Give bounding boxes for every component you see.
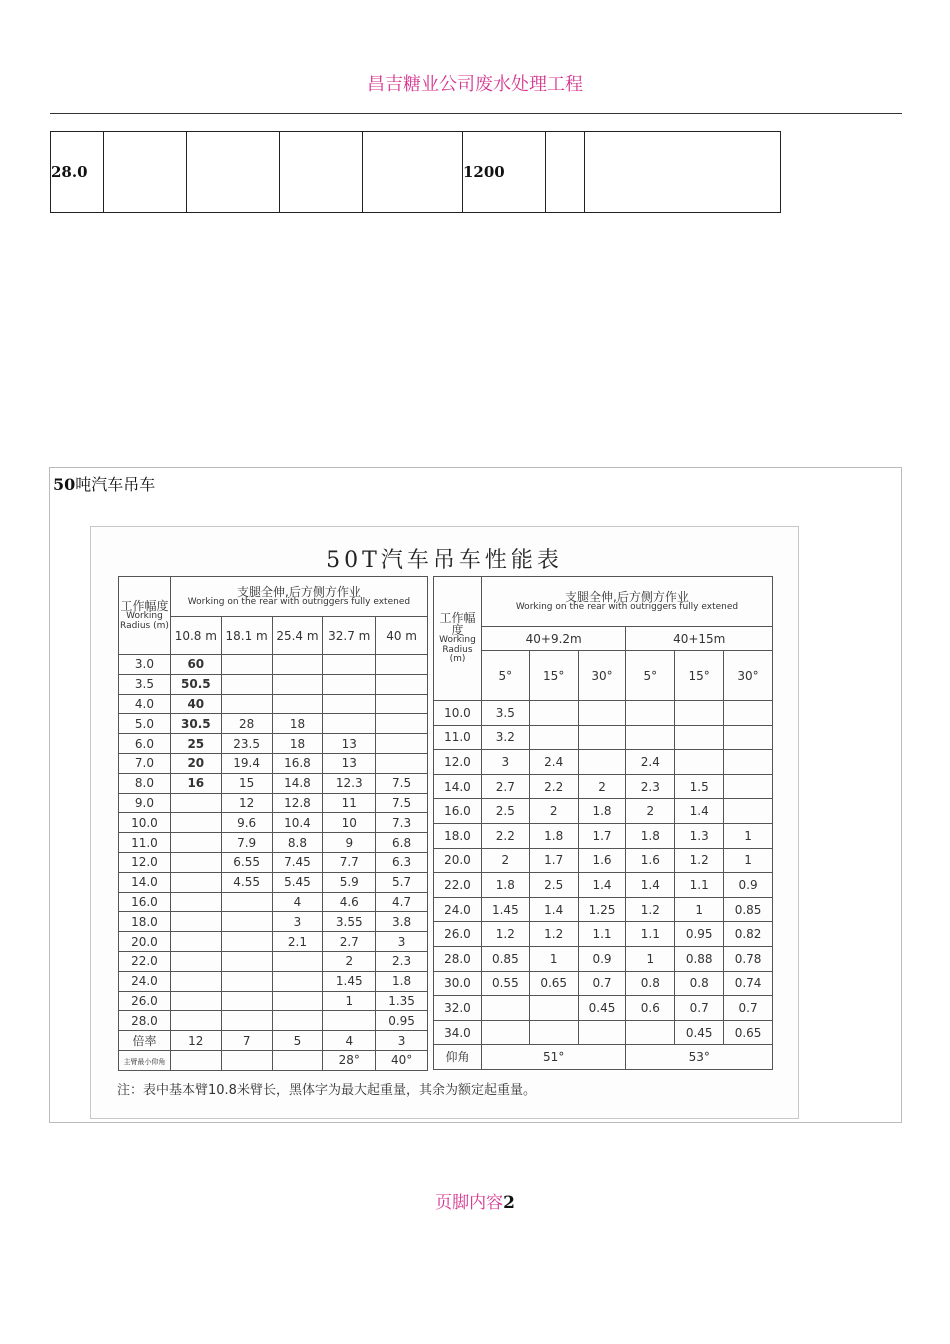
- capacity-cell: [724, 750, 773, 775]
- capacity-cell: [529, 1020, 578, 1045]
- capacity-cell: [376, 714, 428, 734]
- table-row: [119, 734, 428, 754]
- capacity-cell: [724, 799, 773, 824]
- table-row: [434, 823, 773, 848]
- capacity-cell: 2: [323, 951, 376, 971]
- capacity-cell: [323, 1011, 376, 1031]
- capacity-cell: [376, 694, 428, 714]
- capacity-cell: 2.5: [529, 873, 578, 898]
- capacity-cell: 1.4: [675, 799, 724, 824]
- offset-header: 30°: [578, 651, 626, 701]
- radius-cell: 14.0: [119, 872, 171, 892]
- capacity-cell: 0.85: [724, 897, 773, 922]
- capacity-cell: [376, 734, 428, 754]
- radius-cell: 26.0: [434, 922, 482, 947]
- capacity-cell: 3.5: [481, 701, 529, 726]
- boom-length-header: 10.8 m: [170, 617, 221, 655]
- capacity-cell: 0.7: [578, 971, 626, 996]
- capacity-cell: 2: [529, 799, 578, 824]
- table-row: [434, 701, 773, 726]
- capacity-cell: 1.4: [578, 873, 626, 898]
- capacity-cell: 7.7: [323, 852, 376, 872]
- capacity-cell: 25: [170, 734, 221, 754]
- capacity-cell: [323, 655, 376, 675]
- capacity-cell: 1.45: [481, 897, 529, 922]
- capacity-cell: 12.8: [272, 793, 323, 813]
- capacity-cell: 2.3: [626, 774, 675, 799]
- table-row: [51, 132, 781, 213]
- capacity-cell: 7.5: [376, 773, 428, 793]
- capacity-cell: 1: [724, 848, 773, 873]
- capacity-cell: 0.9: [724, 873, 773, 898]
- capacity-cell: [724, 774, 773, 799]
- capacity-cell: 2.3: [376, 951, 428, 971]
- capacity-cell: [376, 674, 428, 694]
- capacity-cell: 0.45: [578, 996, 626, 1021]
- table-row: [119, 932, 428, 952]
- page-footer: 页脚内容2: [435, 1193, 515, 1213]
- table-row: [434, 897, 773, 922]
- capacity-cell: 1.6: [578, 848, 626, 873]
- table-cell: [585, 132, 781, 213]
- table-row: [119, 753, 428, 773]
- capacity-cell: 3: [376, 932, 428, 952]
- capacity-cell: [221, 932, 272, 952]
- capacity-cell: [170, 991, 221, 1011]
- capacity-cell: 0.7: [724, 996, 773, 1021]
- capacity-cell: [626, 725, 675, 750]
- capacity-cell: 2: [626, 799, 675, 824]
- rate-cell: 4: [323, 1031, 376, 1051]
- capacity-cell: 5.7: [376, 872, 428, 892]
- boom-length-header: 32.7 m: [323, 617, 376, 655]
- rate-cell: 3: [376, 1031, 428, 1051]
- capacity-cell: 6.8: [376, 833, 428, 853]
- radius-cell: 18.0: [119, 912, 171, 932]
- radius-cell: 22.0: [119, 951, 171, 971]
- capacity-cell: 1: [323, 991, 376, 1011]
- jib-table: [433, 576, 773, 1070]
- radius-cell: 5.0: [119, 714, 171, 734]
- capacity-cell: 1.4: [529, 897, 578, 922]
- capacity-cell: 0.85: [481, 946, 529, 971]
- capacity-cell: [170, 951, 221, 971]
- capacity-cell: 7.3: [376, 813, 428, 833]
- radius-cell: 32.0: [434, 996, 482, 1021]
- table-row: [119, 694, 428, 714]
- capacity-cell: 1.3: [675, 823, 724, 848]
- capacity-cell: 14.8: [272, 773, 323, 793]
- capacity-cell: 0.74: [724, 971, 773, 996]
- table-row: [119, 793, 428, 813]
- capacity-cell: [272, 971, 323, 991]
- capacity-cell: 15: [221, 773, 272, 793]
- capacity-cell: [529, 725, 578, 750]
- table-cell: [546, 132, 585, 213]
- table-row: [434, 1020, 773, 1045]
- radius-cell: 26.0: [119, 991, 171, 1011]
- radius-cell: 28.0: [434, 946, 482, 971]
- capacity-cell: 2.4: [626, 750, 675, 775]
- capacity-cell: [170, 932, 221, 952]
- capacity-cell: 1.7: [529, 848, 578, 873]
- capacity-cell: [272, 674, 323, 694]
- capacity-cell: 0.8: [626, 971, 675, 996]
- capacity-cell: 6.3: [376, 852, 428, 872]
- crane-performance-image: [90, 526, 799, 1119]
- capacity-cell: [221, 912, 272, 932]
- radius-cell: 28.0: [119, 1011, 171, 1031]
- table-row: [434, 750, 773, 775]
- capacity-cell: [529, 701, 578, 726]
- capacity-cell: [481, 1020, 529, 1045]
- capacity-cell: 1.25: [578, 897, 626, 922]
- capacity-cell: [170, 971, 221, 991]
- capacity-cell: [323, 714, 376, 734]
- capacity-cell: 3: [272, 912, 323, 932]
- radius-cell: 3.5: [119, 674, 171, 694]
- capacity-cell: 40: [170, 694, 221, 714]
- table-row: [119, 912, 428, 932]
- radius-cell: 4.0: [119, 694, 171, 714]
- capacity-cell: 0.8: [675, 971, 724, 996]
- capacity-cell: 4.55: [221, 872, 272, 892]
- capacity-cell: 6.55: [221, 852, 272, 872]
- radius-cell: 3.0: [119, 655, 171, 675]
- capacity-cell: 1.2: [529, 922, 578, 947]
- capacity-cell: 5.45: [272, 872, 323, 892]
- capacity-cell: [170, 833, 221, 853]
- capacity-cell: 4: [272, 892, 323, 912]
- table-row: [119, 872, 428, 892]
- capacity-cell: 1.8: [481, 873, 529, 898]
- capacity-cell: [481, 996, 529, 1021]
- capacity-cell: 5.9: [323, 872, 376, 892]
- capacity-cell: 60: [170, 655, 221, 675]
- capacity-cell: [578, 750, 626, 775]
- capacity-cell: [272, 1011, 323, 1031]
- header-divider: [50, 113, 902, 114]
- capacity-cell: [170, 872, 221, 892]
- capacity-cell: 1.6: [626, 848, 675, 873]
- table-cell: [187, 132, 280, 213]
- rate-cell: 12: [170, 1031, 221, 1051]
- group-header: 支腿全伸,后方侧方作业 Working on the rear with outriggers fully extened: [481, 577, 772, 627]
- capacity-cell: [221, 674, 272, 694]
- radius-cell: 20.0: [434, 848, 482, 873]
- capacity-cell: 1.35: [376, 991, 428, 1011]
- capacity-cell: 8.8: [272, 833, 323, 853]
- capacity-cell: 0.95: [376, 1011, 428, 1031]
- capacity-cell: [221, 991, 272, 1011]
- capacity-cell: 2.4: [529, 750, 578, 775]
- capacity-cell: 0.82: [724, 922, 773, 947]
- capacity-cell: 50.5: [170, 674, 221, 694]
- radius-cell: 10.0: [119, 813, 171, 833]
- capacity-cell: 9.6: [221, 813, 272, 833]
- radius-cell: 16.0: [434, 799, 482, 824]
- capacity-cell: [221, 1011, 272, 1031]
- capacity-cell: 2.2: [481, 823, 529, 848]
- capacity-cell: [529, 996, 578, 1021]
- radius-cell: 11.0: [434, 725, 482, 750]
- capacity-cell: 18: [272, 714, 323, 734]
- capacity-cell: [626, 1020, 675, 1045]
- capacity-cell: 1.2: [481, 922, 529, 947]
- capacity-cell: 1: [675, 897, 724, 922]
- sheet-title: 50T汽车吊车性能表: [326, 548, 563, 573]
- capacity-cell: 4.7: [376, 892, 428, 912]
- capacity-cell: 1.4: [626, 873, 675, 898]
- main-boom-table: [118, 576, 428, 1071]
- table-row: [434, 946, 773, 971]
- table-row: [119, 1011, 428, 1031]
- capacity-cell: 1: [529, 946, 578, 971]
- capacity-cell: [170, 892, 221, 912]
- capacity-cell: 13: [323, 753, 376, 773]
- capacity-cell: 4.6: [323, 892, 376, 912]
- boom-length-header: 40 m: [376, 617, 428, 655]
- offset-header: 5°: [626, 651, 675, 701]
- capacity-cell: [221, 892, 272, 912]
- capacity-cell: [626, 701, 675, 726]
- capacity-cell: [578, 701, 626, 726]
- capacity-cell: 0.65: [724, 1020, 773, 1045]
- radius-header: 工作幅度 Working Radius (m): [119, 577, 171, 655]
- table-row: [119, 773, 428, 793]
- capacity-cell: 1.7: [578, 823, 626, 848]
- radius-cell: 30.0: [434, 971, 482, 996]
- capacity-cell: 1.5: [675, 774, 724, 799]
- table-row: [434, 725, 773, 750]
- capacity-cell: [376, 753, 428, 773]
- table-row: [434, 799, 773, 824]
- capacity-cell: 2.1: [272, 932, 323, 952]
- radius-cell: 10.0: [434, 701, 482, 726]
- capacity-cell: 0.9: [578, 946, 626, 971]
- page-header-title: 昌吉糖业公司废水处理工程: [367, 74, 583, 95]
- capacity-cell: 1.1: [578, 922, 626, 947]
- radius-cell: 7.0: [119, 753, 171, 773]
- capacity-cell: 7.45: [272, 852, 323, 872]
- radius-cell: 20.0: [119, 932, 171, 952]
- capacity-cell: 23.5: [221, 734, 272, 754]
- table-row: [119, 951, 428, 971]
- capacity-cell: [675, 701, 724, 726]
- radius-header: 工作幅度 Working Radius (m): [434, 577, 482, 701]
- capacity-cell: [578, 725, 626, 750]
- capacity-cell: 3.8: [376, 912, 428, 932]
- angle-label: 仰角: [434, 1045, 482, 1070]
- capacity-cell: 7.9: [221, 833, 272, 853]
- capacity-cell: 1.1: [675, 873, 724, 898]
- capacity-cell: 1: [724, 823, 773, 848]
- capacity-cell: 16: [170, 773, 221, 793]
- capacity-cell: [170, 912, 221, 932]
- capacity-cell: [675, 750, 724, 775]
- capacity-cell: 1.8: [578, 799, 626, 824]
- capacity-cell: 1.8: [626, 823, 675, 848]
- capacity-cell: [675, 725, 724, 750]
- capacity-cell: [323, 674, 376, 694]
- jib-length-a: 40+9.2m: [481, 627, 626, 651]
- capacity-cell: 12.3: [323, 773, 376, 793]
- capacity-cell: 2.7: [323, 932, 376, 952]
- radius-cell: 8.0: [119, 773, 171, 793]
- capacity-cell: [221, 655, 272, 675]
- capacity-cell: 28: [221, 714, 272, 734]
- capacity-cell: [221, 951, 272, 971]
- capacity-cell: 0.95: [675, 922, 724, 947]
- capacity-cell: 10.4: [272, 813, 323, 833]
- capacity-cell: [170, 1011, 221, 1031]
- capacity-cell: 2: [481, 848, 529, 873]
- offset-header: 15°: [529, 651, 578, 701]
- angle-cell: 51°: [481, 1045, 626, 1070]
- capacity-cell: 20: [170, 753, 221, 773]
- boom-length-header: 25.4 m: [272, 617, 323, 655]
- table-cell: 28.0: [51, 132, 104, 213]
- offset-header: 15°: [675, 651, 724, 701]
- capacity-cell: 12: [221, 793, 272, 813]
- table-row: [434, 922, 773, 947]
- radius-cell: 18.0: [434, 823, 482, 848]
- capacity-cell: 3: [481, 750, 529, 775]
- capacity-cell: 7.5: [376, 793, 428, 813]
- radius-cell: 16.0: [119, 892, 171, 912]
- crane-section: [49, 467, 902, 1123]
- capacity-cell: 1.8: [529, 823, 578, 848]
- rate-cell: 5: [272, 1031, 323, 1051]
- radius-cell: 34.0: [434, 1020, 482, 1045]
- capacity-cell: 3.55: [323, 912, 376, 932]
- capacity-cell: 0.78: [724, 946, 773, 971]
- table-row: [119, 813, 428, 833]
- capacity-cell: [272, 991, 323, 1011]
- capacity-cell: 18: [272, 734, 323, 754]
- capacity-cell: 0.55: [481, 971, 529, 996]
- table-cell: [280, 132, 363, 213]
- capacity-cell: 0.6: [626, 996, 675, 1021]
- rate-cell: 7: [221, 1031, 272, 1051]
- radius-cell: 9.0: [119, 793, 171, 813]
- table-cell: [363, 132, 463, 213]
- capacity-cell: 2.2: [529, 774, 578, 799]
- offset-header: 5°: [481, 651, 529, 701]
- continuation-table: [50, 131, 781, 213]
- capacity-cell: 1.8: [376, 971, 428, 991]
- capacity-cell: 1.2: [675, 848, 724, 873]
- capacity-cell: 1.2: [626, 897, 675, 922]
- capacity-cell: 16.8: [272, 753, 323, 773]
- section-title: 50吨汽车吊车: [53, 475, 156, 494]
- table-row: [119, 971, 428, 991]
- capacity-cell: 19.4: [221, 753, 272, 773]
- group-header: 支腿全伸,后方侧方作业 Working on the rear with outriggers fully extened: [170, 577, 427, 617]
- capacity-cell: [272, 694, 323, 714]
- capacity-cell: 0.65: [529, 971, 578, 996]
- capacity-cell: [578, 1020, 626, 1045]
- table-row: [119, 655, 428, 675]
- rate-label: 倍率: [119, 1031, 171, 1051]
- capacity-cell: 0.88: [675, 946, 724, 971]
- capacity-cell: [376, 655, 428, 675]
- table-row: [434, 774, 773, 799]
- capacity-cell: 2.7: [481, 774, 529, 799]
- table-row: [434, 996, 773, 1021]
- capacity-cell: 11: [323, 793, 376, 813]
- capacity-cell: 13: [323, 734, 376, 754]
- table-row: [119, 674, 428, 694]
- angle-cell: 28°: [323, 1050, 376, 1070]
- radius-cell: 24.0: [434, 897, 482, 922]
- capacity-cell: [221, 971, 272, 991]
- radius-cell: 11.0: [119, 833, 171, 853]
- table-row: [434, 873, 773, 898]
- table-cell: [104, 132, 187, 213]
- capacity-cell: 10: [323, 813, 376, 833]
- capacity-cell: 0.45: [675, 1020, 724, 1045]
- radius-cell: 22.0: [434, 873, 482, 898]
- angle-label: 主臂最小仰角: [119, 1050, 171, 1070]
- angle-cell: [170, 1050, 221, 1070]
- radius-cell: 14.0: [434, 774, 482, 799]
- boom-length-header: 18.1 m: [221, 617, 272, 655]
- angle-cell: [221, 1050, 272, 1070]
- table-row: [119, 714, 428, 734]
- radius-cell: 6.0: [119, 734, 171, 754]
- capacity-cell: 3.2: [481, 725, 529, 750]
- capacity-cell: 30.5: [170, 714, 221, 734]
- capacity-cell: [724, 701, 773, 726]
- capacity-cell: 2: [578, 774, 626, 799]
- capacity-cell: [724, 725, 773, 750]
- capacity-cell: 0.7: [675, 996, 724, 1021]
- table-row: [119, 852, 428, 872]
- capacity-cell: 1.1: [626, 922, 675, 947]
- radius-cell: 12.0: [434, 750, 482, 775]
- angle-cell: 40°: [376, 1050, 428, 1070]
- offset-header: 30°: [724, 651, 773, 701]
- angle-cell: 53°: [626, 1045, 773, 1070]
- capacity-cell: 2.5: [481, 799, 529, 824]
- capacity-cell: 1.45: [323, 971, 376, 991]
- table-row: [119, 833, 428, 853]
- capacity-cell: [170, 793, 221, 813]
- table-cell: 1200: [463, 132, 546, 213]
- table-row: [434, 848, 773, 873]
- capacity-cell: [221, 694, 272, 714]
- radius-cell: 24.0: [119, 971, 171, 991]
- capacity-cell: [170, 852, 221, 872]
- table-note: 注：表中基本臂10.8米臂长，黑体字为最大起重量，其余为额定起重量。: [117, 1083, 536, 1098]
- capacity-cell: 9: [323, 833, 376, 853]
- angle-cell: [272, 1050, 323, 1070]
- table-row: [434, 971, 773, 996]
- capacity-cell: 1: [626, 946, 675, 971]
- capacity-cell: [272, 655, 323, 675]
- radius-cell: 12.0: [119, 852, 171, 872]
- capacity-cell: [272, 951, 323, 971]
- capacity-cell: [170, 813, 221, 833]
- jib-length-b: 40+15m: [626, 627, 773, 651]
- table-row: [119, 892, 428, 912]
- table-row: [119, 991, 428, 1011]
- capacity-cell: [323, 694, 376, 714]
